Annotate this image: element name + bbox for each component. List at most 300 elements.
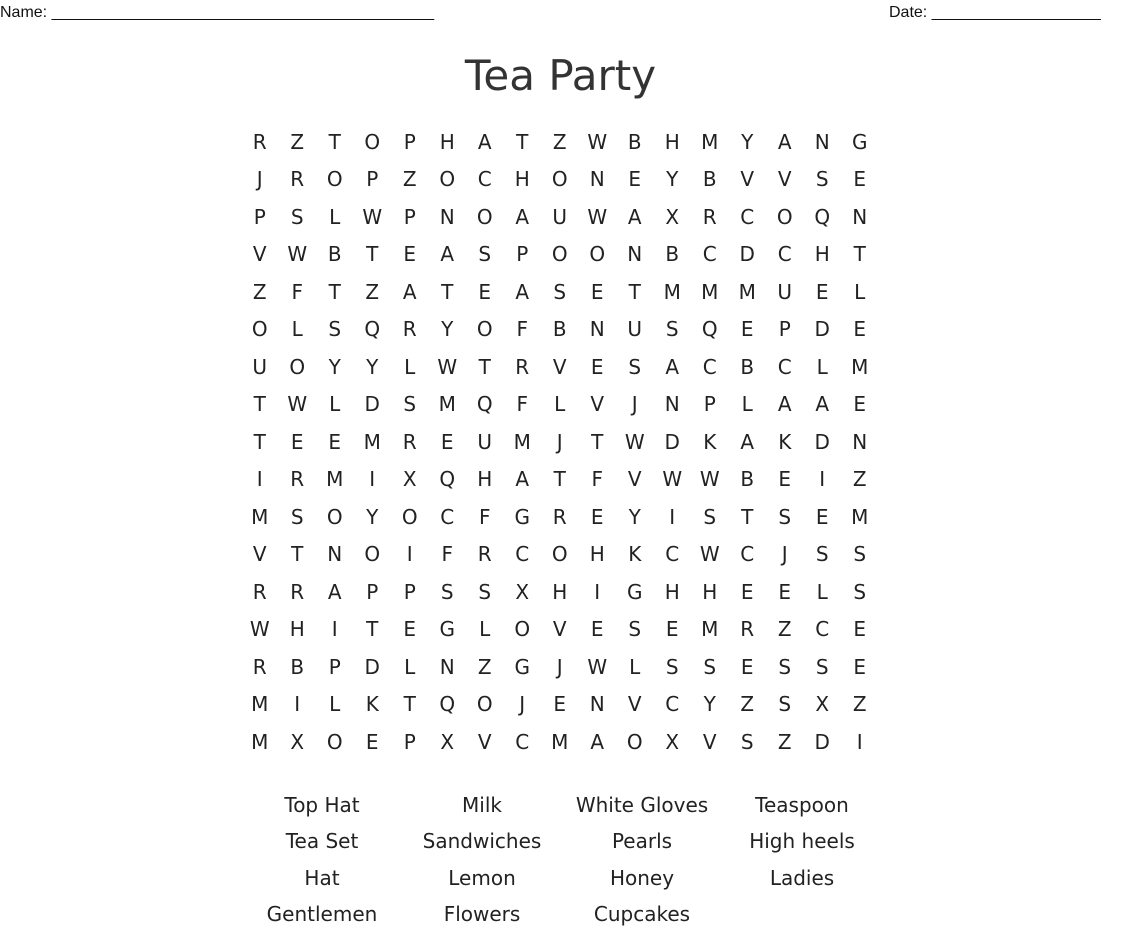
grid-letter[interactable]: L <box>816 354 828 379</box>
grid-letter[interactable]: K <box>365 692 379 717</box>
grid-letter[interactable]: S <box>853 542 867 567</box>
grid-letter[interactable]: Z <box>552 129 567 154</box>
grid-letter[interactable]: O <box>476 204 493 229</box>
grid-letter[interactable]: A <box>740 429 755 454</box>
grid-letter[interactable]: M <box>251 729 269 754</box>
grid-letter[interactable]: R <box>290 167 305 192</box>
grid-letter[interactable]: H <box>814 242 830 267</box>
grid-letter[interactable]: E <box>478 279 492 304</box>
grid-letter[interactable]: O <box>589 242 606 267</box>
grid-letter[interactable]: Z <box>852 467 867 492</box>
grid-letter[interactable]: H <box>664 579 680 604</box>
grid-letter[interactable]: Y <box>441 317 454 342</box>
grid-letter[interactable]: P <box>403 579 416 604</box>
grid-letter[interactable]: A <box>515 279 530 304</box>
grid-letter[interactable]: E <box>778 467 792 492</box>
grid-letter[interactable]: T <box>366 242 379 267</box>
grid-letter[interactable]: V <box>552 617 567 642</box>
grid-letter[interactable]: H <box>439 129 455 154</box>
grid-letter[interactable]: X <box>402 467 417 492</box>
word-bank-row <box>242 860 882 896</box>
grid-letter[interactable]: Y <box>703 692 716 717</box>
grid-letter[interactable]: O <box>551 242 568 267</box>
grid-letter[interactable]: C <box>702 242 717 267</box>
grid-letter[interactable]: B <box>665 242 680 267</box>
grid-letter[interactable]: S <box>628 617 642 642</box>
grid-letter[interactable]: S <box>628 354 642 379</box>
grid-letter[interactable]: R <box>402 429 417 454</box>
grid-letter[interactable]: Z <box>402 167 417 192</box>
grid-letter[interactable]: E <box>853 617 867 642</box>
grid-letter[interactable]: E <box>778 579 792 604</box>
grid-letter[interactable]: S <box>815 542 829 567</box>
grid-letter[interactable]: O <box>401 504 418 529</box>
grid-letter[interactable]: S <box>740 729 754 754</box>
grid-letter[interactable]: O <box>551 542 568 567</box>
grid-letter[interactable]: C <box>515 729 530 754</box>
grid-letter[interactable]: O <box>364 542 381 567</box>
grid-letter[interactable]: Z <box>777 617 792 642</box>
grid-letter[interactable]: O <box>439 167 456 192</box>
grid-letter[interactable]: N <box>664 392 680 417</box>
grid-letter[interactable]: V <box>252 542 267 567</box>
grid-letter[interactable]: P <box>253 204 266 229</box>
grid-letter[interactable]: X <box>290 729 305 754</box>
grid-letter[interactable]: Q <box>814 204 831 229</box>
grid-letter[interactable]: Z <box>740 692 755 717</box>
grid-letter[interactable]: M <box>513 429 531 454</box>
grid-letter[interactable]: Z <box>252 279 267 304</box>
grid-letter[interactable]: H <box>702 579 718 604</box>
grid-letter[interactable]: E <box>853 317 867 342</box>
grid-letter[interactable]: S <box>815 654 829 679</box>
grid-letter[interactable]: D <box>814 729 830 754</box>
grid-letter[interactable]: W <box>699 542 720 567</box>
grid-letter[interactable]: Y <box>666 167 679 192</box>
grid-letter[interactable]: O <box>514 617 531 642</box>
grid-letter[interactable]: R <box>252 654 267 679</box>
grid-letter[interactable]: Q <box>439 692 456 717</box>
grid-letter[interactable]: A <box>815 392 830 417</box>
grid-letter[interactable]: C <box>665 542 680 567</box>
grid-letter[interactable]: L <box>554 392 566 417</box>
grid-letter[interactable]: E <box>815 504 829 529</box>
grid-letter[interactable]: I <box>594 579 601 604</box>
grid-letter[interactable]: A <box>477 129 492 154</box>
grid-letter[interactable]: G <box>852 129 868 154</box>
grid-letter[interactable]: Q <box>439 467 456 492</box>
word-bank-item: Teaspoon <box>755 793 849 817</box>
grid-letter[interactable]: J <box>519 692 526 717</box>
grid-letter[interactable]: T <box>478 354 491 379</box>
grid-row <box>241 536 879 574</box>
grid-letter[interactable]: S <box>778 654 792 679</box>
grid-letter[interactable]: C <box>665 692 680 717</box>
grid-letter[interactable]: E <box>590 504 604 529</box>
grid-letter[interactable]: C <box>777 242 792 267</box>
grid-letter[interactable]: E <box>665 617 679 642</box>
grid-letter[interactable]: A <box>777 129 792 154</box>
grid-row <box>241 123 879 161</box>
grid-letter[interactable]: T <box>591 429 604 454</box>
grid-letter[interactable]: N <box>589 167 605 192</box>
grid-letter[interactable]: V <box>627 692 642 717</box>
grid-letter[interactable]: N <box>589 317 605 342</box>
grid-letter[interactable]: J <box>781 542 788 567</box>
grid-letter[interactable]: D <box>814 429 830 454</box>
grid-letter[interactable]: W <box>587 654 608 679</box>
grid-letter[interactable]: A <box>590 729 605 754</box>
grid-letter[interactable]: X <box>665 204 680 229</box>
grid-letter[interactable]: R <box>402 317 417 342</box>
grid-letter[interactable]: Q <box>476 392 493 417</box>
grid-letter[interactable]: P <box>403 729 416 754</box>
grid-letter[interactable]: M <box>851 354 869 379</box>
grid-letter[interactable]: T <box>253 429 266 454</box>
grid-letter[interactable]: S <box>553 279 567 304</box>
grid-letter[interactable]: L <box>329 692 341 717</box>
grid-letter[interactable]: V <box>477 729 492 754</box>
grid-letter[interactable]: O <box>326 729 343 754</box>
grid-letter[interactable]: F <box>291 279 303 304</box>
grid-letter[interactable]: Y <box>366 504 379 529</box>
grid-letter[interactable]: U <box>552 204 568 229</box>
grid-letter[interactable]: T <box>253 392 266 417</box>
grid-letter[interactable]: E <box>553 692 567 717</box>
grid-letter[interactable]: I <box>856 729 863 754</box>
grid-letter[interactable]: T <box>553 467 566 492</box>
grid-letter[interactable]: E <box>590 279 604 304</box>
grid-letter[interactable]: H <box>664 129 680 154</box>
grid-letter[interactable]: E <box>853 392 867 417</box>
grid-letter[interactable]: L <box>629 654 641 679</box>
grid-letter[interactable]: N <box>439 654 455 679</box>
grid-letter[interactable]: L <box>291 317 303 342</box>
grid-letter[interactable]: Y <box>628 504 641 529</box>
grid-letter[interactable]: C <box>440 504 455 529</box>
grid-letter[interactable]: E <box>365 729 379 754</box>
grid-letter[interactable]: M <box>701 129 719 154</box>
grid-letter[interactable]: X <box>665 729 680 754</box>
grid-letter[interactable]: R <box>252 579 267 604</box>
grid-letter[interactable]: W <box>699 467 720 492</box>
grid-letter[interactable]: B <box>627 129 642 154</box>
grid-letter[interactable]: M <box>251 692 269 717</box>
grid-letter[interactable]: P <box>516 242 529 267</box>
grid-letter[interactable]: A <box>327 579 342 604</box>
grid-letter[interactable]: O <box>289 354 306 379</box>
grid-letter[interactable]: O <box>251 317 268 342</box>
grid-letter[interactable]: I <box>669 504 676 529</box>
grid-letter[interactable]: D <box>364 654 380 679</box>
word-bank-item: Cupcakes <box>593 901 691 926</box>
grid-letter[interactable]: P <box>366 579 379 604</box>
grid-letter[interactable]: E <box>740 654 754 679</box>
grid-letter[interactable]: C <box>477 167 492 192</box>
grid-letter[interactable]: A <box>440 242 455 267</box>
grid-letter[interactable]: W <box>437 354 458 379</box>
grid-letter[interactable]: A <box>665 354 680 379</box>
grid-letter[interactable]: A <box>515 467 530 492</box>
grid-letter[interactable]: F <box>478 504 491 529</box>
grid-letter[interactable]: S <box>478 242 492 267</box>
grid-letter[interactable]: N <box>627 242 643 267</box>
grid-letter[interactable]: W <box>662 467 683 492</box>
grid-letter[interactable]: M <box>663 279 681 304</box>
grid-letter[interactable]: Q <box>701 317 718 342</box>
grid-letter[interactable]: Z <box>365 279 380 304</box>
grid-letter[interactable]: P <box>403 204 416 229</box>
grid-letter[interactable]: V <box>552 354 567 379</box>
grid-letter[interactable]: U <box>252 354 268 379</box>
grid-letter[interactable]: P <box>778 317 791 342</box>
grid-letter[interactable]: J <box>556 429 563 454</box>
grid-letter[interactable]: Y <box>328 354 341 379</box>
grid-letter[interactable]: M <box>851 504 869 529</box>
grid-letter[interactable]: H <box>514 167 530 192</box>
grid-letter[interactable]: M <box>363 429 381 454</box>
grid-letter[interactable]: S <box>403 392 417 417</box>
grid-letter[interactable]: U <box>777 279 793 304</box>
grid-letter[interactable]: K <box>778 429 792 454</box>
grid-letter[interactable]: F <box>516 317 528 342</box>
grid-letter[interactable]: C <box>515 542 530 567</box>
grid-letter[interactable]: A <box>402 279 417 304</box>
grid-letter[interactable]: S <box>290 504 304 529</box>
grid-letter[interactable]: M <box>251 504 269 529</box>
grid-letter[interactable]: E <box>403 617 417 642</box>
word-bank-item: High heels <box>749 829 855 854</box>
grid-letter[interactable]: R <box>290 467 305 492</box>
grid-letter[interactable]: S <box>703 504 717 529</box>
grid-letter[interactable]: I <box>256 467 263 492</box>
grid-letter[interactable]: T <box>741 504 754 529</box>
grid-letter[interactable]: B <box>740 467 755 492</box>
grid-letter[interactable]: W <box>287 392 308 417</box>
grid-letter[interactable]: B <box>327 242 342 267</box>
grid-letter[interactable]: S <box>703 654 717 679</box>
grid-letter[interactable]: L <box>479 617 491 642</box>
grid-letter[interactable]: W <box>249 617 270 642</box>
word-bank <box>242 787 882 932</box>
grid-letter[interactable]: G <box>439 617 455 642</box>
grid-letter[interactable]: G <box>514 654 530 679</box>
grid-letter[interactable]: I <box>406 542 413 567</box>
grid-letter[interactable]: E <box>440 429 454 454</box>
grid-letter[interactable]: R <box>702 204 717 229</box>
grid-letter[interactable]: U <box>627 317 643 342</box>
grid-letter[interactable]: Z <box>290 129 305 154</box>
grid-letter[interactable]: E <box>403 242 417 267</box>
grid-letter[interactable]: S <box>290 204 304 229</box>
grid-letter[interactable]: K <box>703 429 717 454</box>
grid-letter[interactable]: S <box>478 579 492 604</box>
grid-letter[interactable]: L <box>329 204 341 229</box>
grid-letter[interactable]: V <box>590 392 605 417</box>
grid-letter[interactable]: V <box>740 167 755 192</box>
grid-letter[interactable]: T <box>853 242 866 267</box>
grid-letter[interactable]: E <box>815 279 829 304</box>
grid-letter[interactable]: C <box>777 354 792 379</box>
grid-letter[interactable]: M <box>738 279 756 304</box>
grid-letter[interactable]: C <box>740 542 755 567</box>
grid-letter[interactable]: V <box>252 242 267 267</box>
grid-letter[interactable]: A <box>515 204 530 229</box>
grid-letter[interactable]: T <box>403 692 416 717</box>
grid-letter[interactable]: A <box>627 204 642 229</box>
grid-letter[interactable]: F <box>591 467 603 492</box>
grid-letter[interactable]: D <box>814 317 830 342</box>
grid-letter[interactable]: K <box>628 542 642 567</box>
grid-letter[interactable]: Z <box>477 654 492 679</box>
grid-letter[interactable]: Q <box>364 317 381 342</box>
grid-letter[interactable]: W <box>587 204 608 229</box>
grid-letter[interactable]: L <box>741 392 753 417</box>
grid-letter[interactable]: S <box>815 167 829 192</box>
grid-letter[interactable]: E <box>590 617 604 642</box>
grid-letter[interactable]: U <box>477 429 493 454</box>
grid-letter[interactable]: I <box>294 692 301 717</box>
grid-letter[interactable]: T <box>628 279 641 304</box>
grid-letter[interactable]: A <box>777 392 792 417</box>
grid-letter[interactable]: E <box>853 654 867 679</box>
grid-letter[interactable]: G <box>627 579 643 604</box>
grid-letter[interactable]: E <box>328 429 342 454</box>
grid-letter[interactable]: Z <box>852 692 867 717</box>
name-field[interactable]: Name: ___________________________________________ <box>0 4 435 21</box>
grid-letter[interactable]: R <box>290 579 305 604</box>
grid-letter[interactable]: P <box>403 129 416 154</box>
grid-letter[interactable]: J <box>256 167 263 192</box>
grid-letter[interactable]: W <box>587 129 608 154</box>
grid-letter[interactable]: M <box>701 279 719 304</box>
grid-letter[interactable]: V <box>777 167 792 192</box>
grid-letter[interactable]: C <box>740 204 755 229</box>
grid-letter[interactable]: L <box>404 354 416 379</box>
grid-letter[interactable]: T <box>441 279 454 304</box>
grid-letter[interactable]: P <box>703 392 716 417</box>
grid-letter[interactable]: R <box>252 129 267 154</box>
grid-letter[interactable]: E <box>628 167 642 192</box>
grid-letter[interactable]: T <box>328 129 341 154</box>
grid-letter[interactable]: S <box>778 504 792 529</box>
grid-letter[interactable]: T <box>328 279 341 304</box>
grid-letter[interactable]: M <box>326 467 344 492</box>
grid-letter[interactable]: B <box>740 354 755 379</box>
grid-letter[interactable]: Z <box>777 729 792 754</box>
grid-letter[interactable]: J <box>556 654 563 679</box>
grid-letter[interactable]: H <box>289 617 305 642</box>
grid-letter[interactable]: W <box>362 204 383 229</box>
grid-letter[interactable]: X <box>815 692 830 717</box>
grid-letter[interactable]: S <box>665 317 679 342</box>
grid-letter[interactable]: H <box>552 579 568 604</box>
grid-letter[interactable]: P <box>328 654 341 679</box>
grid-letter[interactable]: R <box>515 354 530 379</box>
grid-letter[interactable]: O <box>326 504 343 529</box>
grid-letter[interactable]: B <box>702 167 717 192</box>
grid-letter[interactable]: T <box>516 129 529 154</box>
grid-letter[interactable]: X <box>440 729 455 754</box>
grid-letter[interactable]: S <box>778 692 792 717</box>
grid-letter[interactable]: M <box>438 392 456 417</box>
grid-letter[interactable]: P <box>366 167 379 192</box>
grid-letter[interactable]: O <box>476 317 493 342</box>
grid-letter[interactable]: M <box>551 729 569 754</box>
grid-letter[interactable]: H <box>589 542 605 567</box>
grid-letter[interactable]: N <box>852 429 868 454</box>
grid-letter[interactable]: S <box>665 654 679 679</box>
grid-letter[interactable]: I <box>819 467 826 492</box>
grid-letter[interactable]: L <box>329 392 341 417</box>
grid-letter[interactable]: E <box>740 579 754 604</box>
grid-letter[interactable]: F <box>441 542 453 567</box>
grid-letter[interactable]: R <box>740 617 755 642</box>
grid-letter[interactable]: D <box>664 429 680 454</box>
grid-letter[interactable]: N <box>814 129 830 154</box>
grid-letter[interactable]: L <box>854 279 866 304</box>
grid-letter[interactable]: I <box>331 617 338 642</box>
grid-letter[interactable]: G <box>514 504 530 529</box>
grid-letter[interactable]: C <box>702 354 717 379</box>
grid-letter[interactable]: J <box>631 392 638 417</box>
grid-letter[interactable]: E <box>853 167 867 192</box>
grid-row <box>241 198 879 236</box>
grid-letter[interactable]: N <box>327 542 343 567</box>
grid-letter[interactable]: H <box>477 467 493 492</box>
grid-letter[interactable]: B <box>552 317 567 342</box>
grid-letter[interactable]: D <box>739 242 755 267</box>
grid-letter[interactable]: E <box>290 429 304 454</box>
grid-letter[interactable]: Y <box>366 354 379 379</box>
grid-letter[interactable]: O <box>326 167 343 192</box>
grid-letter[interactable]: R <box>477 542 492 567</box>
grid-letter[interactable]: O <box>476 692 493 717</box>
grid-letter[interactable]: N <box>852 204 868 229</box>
date-field[interactable]: Date: ___________________ <box>889 4 1101 21</box>
grid-letter[interactable]: E <box>590 354 604 379</box>
grid-letter[interactable]: V <box>702 729 717 754</box>
grid-letter[interactable]: S <box>853 579 867 604</box>
grid-letter[interactable]: C <box>815 617 830 642</box>
grid-letter[interactable]: M <box>701 617 719 642</box>
grid-letter[interactable]: O <box>551 167 568 192</box>
grid-letter[interactable]: R <box>552 504 567 529</box>
grid-letter[interactable]: E <box>740 317 754 342</box>
grid-letter[interactable]: S <box>328 317 342 342</box>
grid-letter[interactable]: V <box>627 467 642 492</box>
grid-letter[interactable]: T <box>366 617 379 642</box>
grid-letter[interactable]: S <box>440 579 454 604</box>
grid-letter[interactable]: N <box>439 204 455 229</box>
grid-letter[interactable]: B <box>290 654 305 679</box>
grid-letter[interactable]: W <box>287 242 308 267</box>
grid-letter[interactable]: N <box>589 692 605 717</box>
grid-letter[interactable]: X <box>515 579 530 604</box>
grid-letter[interactable]: I <box>369 467 376 492</box>
grid-letter[interactable]: W <box>624 429 645 454</box>
grid-letter[interactable]: Y <box>741 129 754 154</box>
grid-letter[interactable]: F <box>516 392 528 417</box>
grid-letter[interactable]: O <box>364 129 381 154</box>
grid-letter[interactable]: D <box>364 392 380 417</box>
grid-letter[interactable]: O <box>626 729 643 754</box>
grid-letter[interactable]: T <box>291 542 304 567</box>
word-bank-row <box>242 823 882 859</box>
grid-letter[interactable]: L <box>816 579 828 604</box>
grid-letter[interactable]: L <box>404 654 416 679</box>
grid-letter[interactable]: O <box>776 204 793 229</box>
